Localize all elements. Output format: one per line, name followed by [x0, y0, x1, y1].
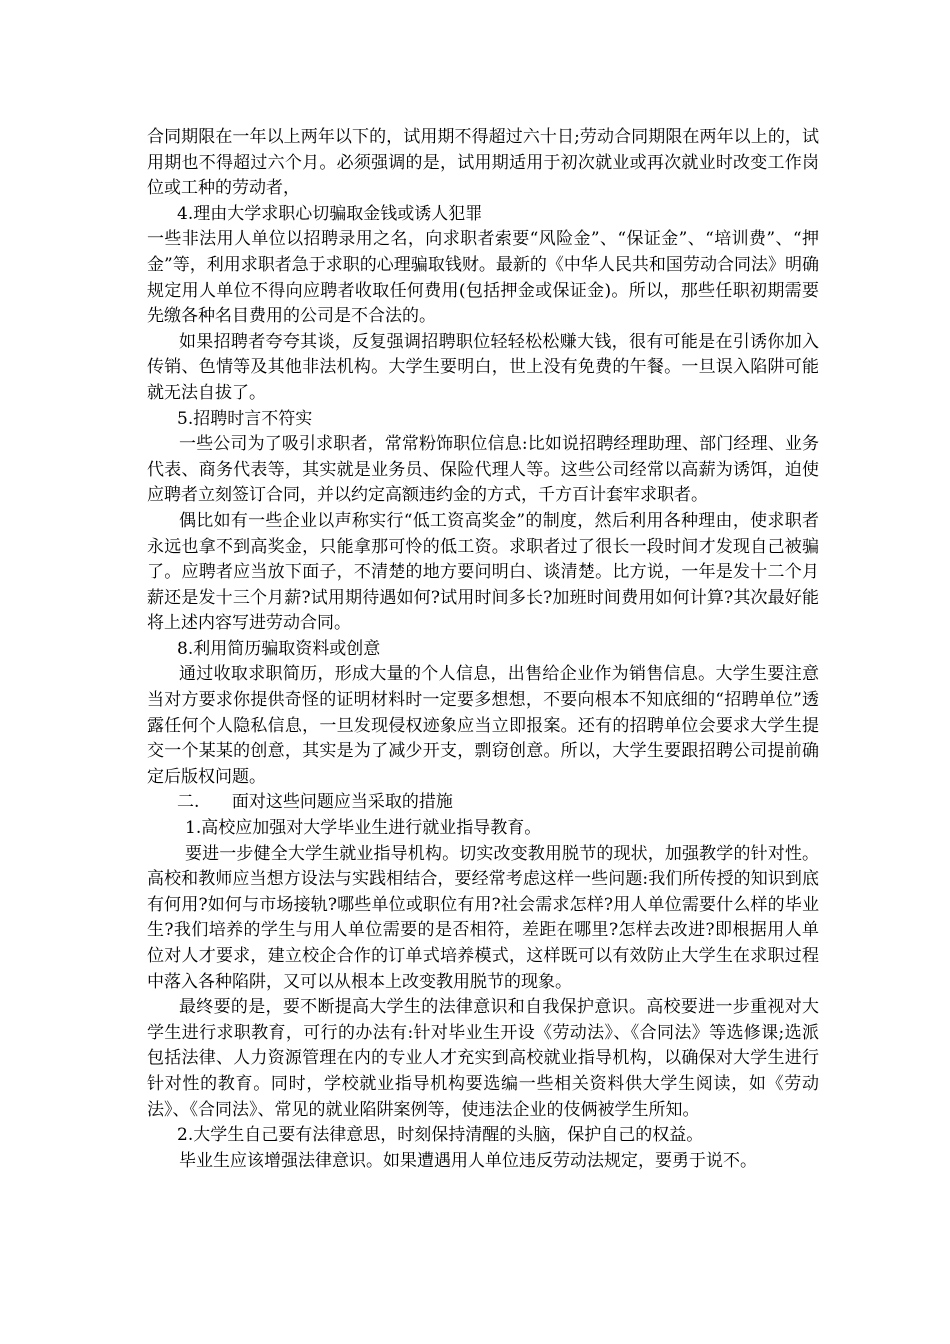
- heading-item-8: 8.利用简历骗取资料或创意: [177, 638, 381, 659]
- paragraph-probation-period: 合同期限在一年以上两年以下的，试用期不得超过六十日;劳动合同期限在两年以上的，试用期也不得超过六个月。必须强调的是，试用期适用于初次就业或再次就业时改变工作岗位或工种的劳动者，: [147, 127, 819, 199]
- heading-measure-2: 2.大学生自己要有法律意思，时刻保持清醒的头脑，保护自己的权益。: [177, 1125, 704, 1146]
- paragraph-guidance-institution: 要进一步健全大学生就业指导机构。切实改变教用脱节的现状，加强教学的针对性。高校和教师应当想方设法与实践相结合，要经常考虑这样一些问题:我们所传授的知识到底有何用?如何与市场接轨?哪些单位或职位有用?社会需求怎样?用人单位需要什么样的毕业生?我们培养的学生与用人单位需要的是否相符，差距在哪里?怎样去改进?即根据用人单位对人才要求，建立校企合作的订单式培养模式，这样既可以有效防止大学生在求职过程中落入各种陷阱，又可以从根本上改变教用脱节的现象。: [147, 843, 819, 992]
- paragraph-mlm-warning: 如果招聘者夸夸其谈，反复强调招聘职位轻轻松松赚大钱，很有可能是在引诱你加入传销、色情等及其他非法机构。大学生要明白，世上没有免费的午餐。一旦误入陷阱可能就无法自拔了。: [147, 331, 819, 403]
- paragraph-low-wage: 偶比如有一些企业以声称实行“低工资高奖金”的制度，然后利用各种理由，使求职者永远也拿不到高奖金，只能拿那可怜的低工资。求职者过了很长一段时间才发现自己被骗了。应聘者应当放下面子，不清楚的地方要问明白、谈清楚。比方说，一年是发十二个月薪还是发十三个月薪?试用期待遇如何?试用时间多长?加班时间费用如何计算?其次最好能将上述内容写进劳动合同。: [147, 510, 819, 634]
- paragraph-illegal-fees: 一些非法用人单位以招聘录用之名，向求职者索要“风险金”、“保证金”、“培训费”、“押金”等，利用求职者急于求职的心理骗取钱财。最新的《中华人民共和国劳动合同法》明确规定用人单位不得向应聘者收取任何费用(包括押金或保证金)。所以，那些任职初期需要先缴各种名目费用的公司是不合法的。: [147, 229, 819, 327]
- heading-item-4: 4.理由大学求职心切骗取金钱或诱人犯罪: [177, 203, 483, 224]
- heading-item-5: 5.招聘时言不符实: [177, 408, 313, 429]
- section-heading-measures: 二. 面对这些问题应当采取的措施: [177, 792, 453, 813]
- paragraph-resume-fraud: 通过收取求职简历，形成大量的个人信息，出售给企业作为销售信息。大学生要注意当对方要求你提供奇怪的证明材料时一定要多想想，不要向根本不知底细的“招聘单位”透露任何个人隐私信息，一旦发现侵权迹象应当立即报案。还有的招聘单位会要求大学生提交一个某某的创意，其实是为了减少开支，剽窃创意。所以，大学生要跟招聘公司提前确定后版权问题。: [147, 664, 819, 787]
- paragraph-legal-awareness: 最终要的是，要不断提高大学生的法律意识和自我保护意识。高校要进一步重视对大学生进行求职教育，可行的办法有:针对毕业生开设《劳动法》、《合同法》等选修课;选派包括法律、人力资源管理在内的专业人才充实到高校就业指导机构，以确保对大学生进行针对性的教育。同时，学校就业指导机构要选编一些相关资料供大学生阅读，如《劳动法》、《合同法》、常见的就业陷阱案例等，使违法企业的伎俩被学生所知。: [147, 997, 819, 1120]
- heading-measure-1: 1.高校应加强对大学毕业生进行就业指导教育。: [185, 818, 542, 839]
- document-body: [147, 125, 819, 1174]
- paragraph-false-titles: 一些公司为了吸引求职者，常常粉饰职位信息:比如说招聘经理助理、部门经理、业务代表、商务代表等，其实就是业务员、保险代理人等。这些公司经常以高薪为诱饵，迫使应聘者立刻签订合同，并以约定高额违约金的方式，千方百计套牢求职者。: [147, 434, 819, 506]
- paragraph-say-no: 毕业生应该增强法律意识。如果遭遇用人单位违反劳动法规定，要勇于说不。: [179, 1150, 757, 1171]
